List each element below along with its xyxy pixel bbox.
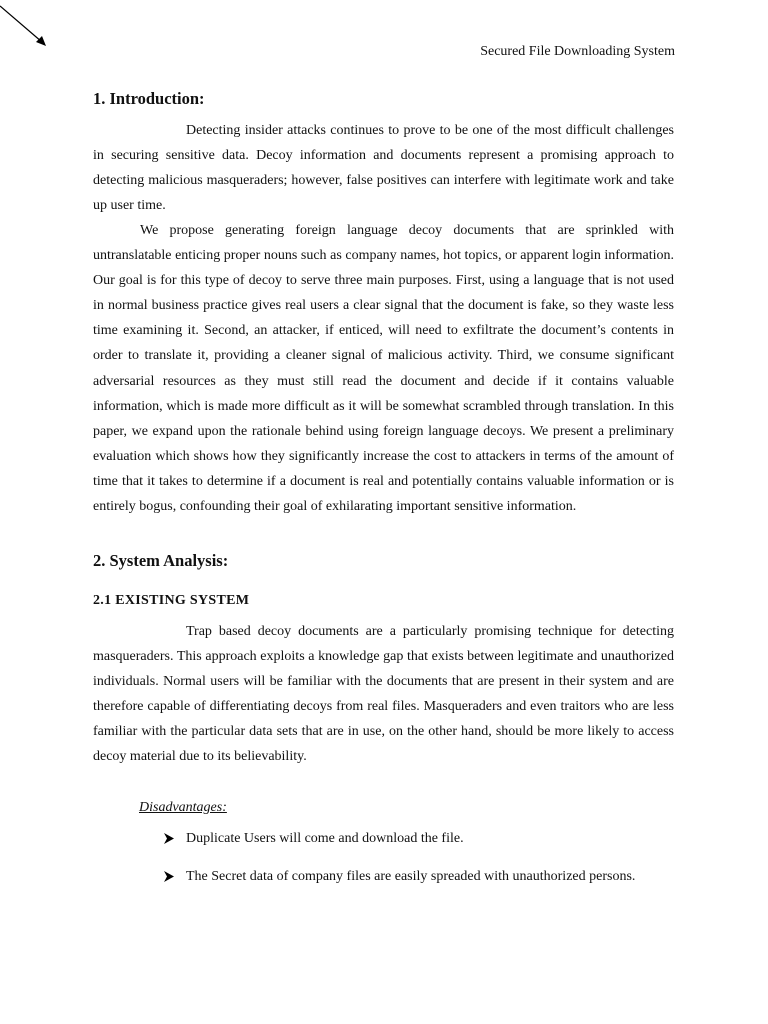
existing-system-paragraph: Trap based decoy documents are a particularly promising technique for detecting masqueraders. This approach exploits a knowledge gap that exists between legitimate and unauthorized individuals. Normal users will be familiar with the documents that are present in their system and are therefore capable of differentiating decoys from real files. Masqueraders and even traitors who are less familiar with the particular data sets that are in use, on the other hand, should be more likely to access decoy material due to its believability. [93,624,674,765]
section-heading-system-analysis: 2. System Analysis: [93,551,229,570]
arrow-bullet-icon [164,833,174,844]
disadvantage-text: The Secret data of company files are easily spreaded with unauthorized persons. [186,869,636,884]
intro-paragraph-2: We propose generating foreign language decoy documents that are sprinkled with untranslatable enticing proper nouns such as company names, hot topics, or apparent login information. Our goal is for this type of decoy to serve three main purposes. First, using a language that is not used in normal business practice gives real users a clear signal that the document is fake, so they waste less time examining it. Second, an attacker, if enticed, will need to exfiltrate the document’s contents in order to translate it, providing a cleaner signal of malicious activity. Third, we consume significant adversarial resources as they must still read the document and decide if it contains valuable information, which is made more difficult as it will be somewhat scrambled through translation. In this paper, we expand upon the rationale behind using foreign language decoys. We present a preliminary evaluation which shows how they significantly increase the cost to attackers in terms of the amount of time that it takes to determine if a document is real and potentially contains valuable information or is entirely bogus, confounding their goal of exhilarating important sensitive information. [93,223,674,515]
disadvantages-label: Disadvantages: [139,800,227,815]
arrow-bullet-icon [164,871,174,882]
list-item [164,826,674,851]
section-heading-introduction: 1. Introduction: [93,89,205,108]
subsection-heading-existing-system: 2.1 EXISTING SYSTEM [93,593,250,608]
intro-paragraph-1: Detecting insider attacks continues to prove to be one of the most difficult challenges in securing sensitive data. Decoy information and documents represent a promising approach to detecting malicious masqueraders; however, false positives can interfere with legitimate work and take up user time. [93,123,674,214]
disadvantage-text: Duplicate Users will come and download the file. [186,831,464,846]
list-item [164,864,674,889]
running-header: Secured File Downloading System [480,44,675,59]
